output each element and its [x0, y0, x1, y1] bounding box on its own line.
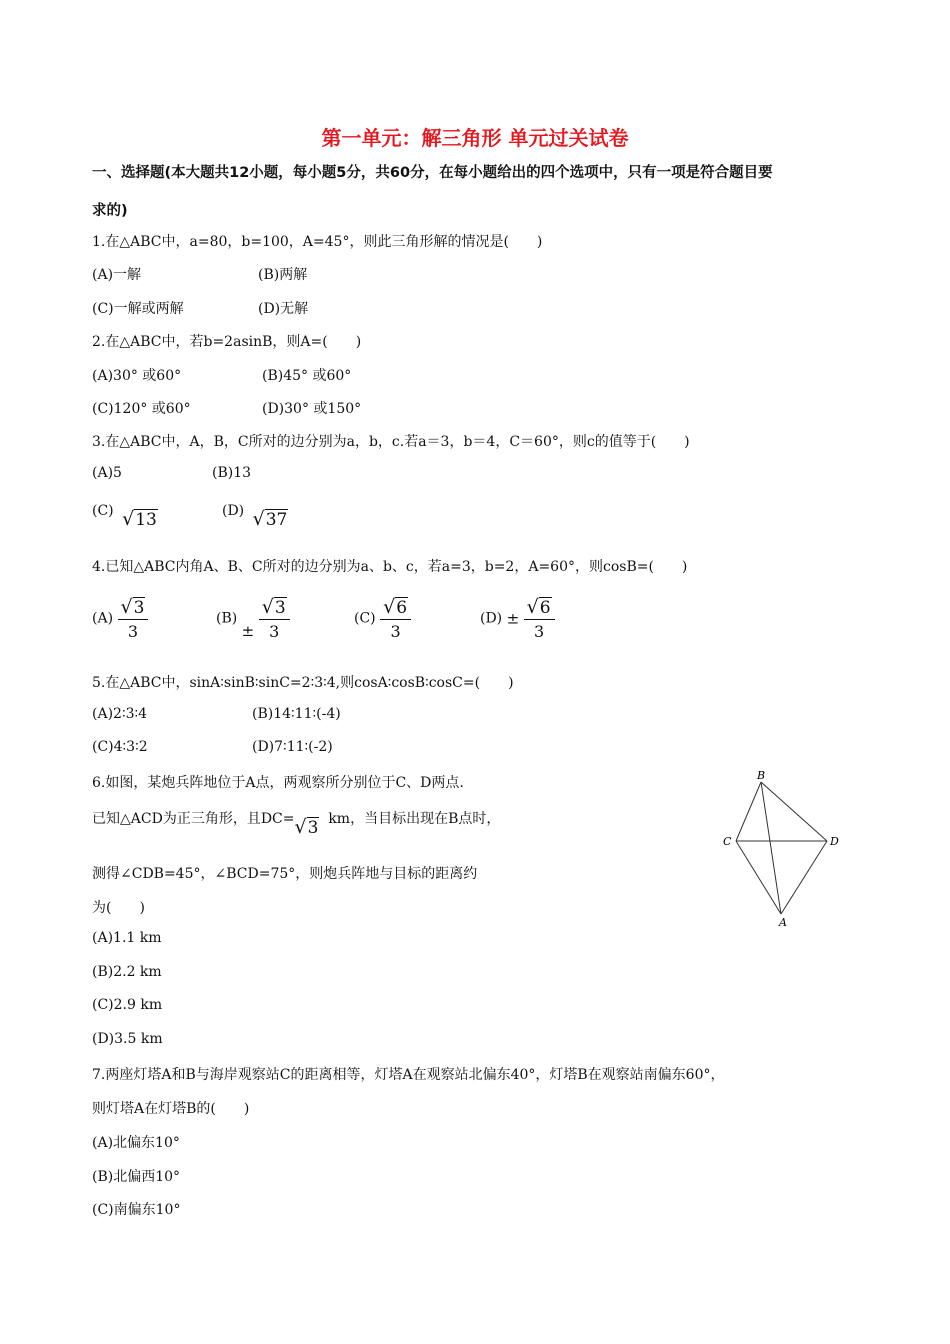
q4-option-a — [92, 596, 148, 641]
q4-option-c-denominator: 3 — [390, 622, 401, 641]
q3-option-a: (A)5 — [92, 465, 122, 481]
q6-line2-pre: 已知△ACD为正三角形，且DC= — [92, 811, 295, 827]
q3-option-d-sqrt: √37 — [252, 508, 288, 530]
segment-ca — [736, 841, 781, 914]
q4-option-d-fraction: $\frac{√6}{3}$ — [524, 596, 555, 641]
q3-option-c-label: (C) — [92, 503, 114, 519]
q2-option-d: (D)30° 或150° — [262, 401, 362, 417]
q4-option-a-radicand: 3 — [133, 598, 145, 618]
q3-option-b: (B)13 — [212, 465, 252, 481]
q4-option-d-denominator: 3 — [534, 622, 545, 641]
q4-option-b-label: (B) — [216, 610, 238, 627]
q4-option-b — [216, 596, 290, 641]
q4-option-d-label: (D) — [480, 610, 503, 627]
figure-label-d: D — [830, 835, 839, 848]
q4-option-b-fraction: $\frac{√3}{3}$ — [259, 596, 290, 641]
q6-option-b: (B)2.2 km — [92, 964, 162, 980]
q3-stem: 3.在△ABC中，A，B，C所对的边分别为a，b，c.若a＝3，b＝4，C＝60°，则c的值等于( ) — [92, 434, 690, 450]
q3-option-c-radicand: 13 — [135, 510, 157, 530]
q1-stem: 1.在△ABC中，a=80，b=100，A=45°，则此三角形解的情况是( ) — [92, 234, 543, 250]
q4-option-a-fraction: $\frac{√3}{3}$ — [118, 596, 149, 641]
q5-option-c: (C)4∶3∶2 — [92, 739, 148, 755]
q1-option-d: (D)无解 — [258, 301, 309, 317]
q6-line2 — [92, 806, 501, 838]
q4-option-c-radicand: 6 — [396, 598, 408, 618]
q2-option-a: (A)30° 或60° — [92, 368, 182, 384]
q6-option-a: (A)1.1 km — [92, 930, 162, 946]
q6-line2-post: km，当目标出现在B点时， — [328, 811, 501, 827]
q7-option-c: (C)南偏东10° — [92, 1202, 181, 1218]
q2-option-c: (C)120° 或60° — [92, 401, 191, 417]
q7-line1: 7.两座灯塔A和B与海岸观察站C的距离相等，灯塔A在观察站北偏东40°，灯塔B在观察站南偏东60°， — [92, 1067, 725, 1083]
segment-bc — [736, 782, 761, 841]
q4-option-b-denominator: 3 — [269, 622, 280, 641]
q7-line2: 则灯塔A在灯塔B的( ) — [92, 1101, 250, 1117]
q3-option-c — [92, 498, 157, 530]
q6-radicand: 3 — [307, 818, 319, 838]
q6-line4: 为( ) — [92, 900, 145, 916]
q3-option-d-radicand: 37 — [265, 510, 288, 530]
q4-stem: 4.已知△ABC内角A、B、C所对的边分别为a、b、c，若a=3，b=2，A=60°，则cosB=( ) — [92, 559, 688, 575]
q4-option-d — [480, 596, 555, 641]
q4-option-b-sign: ± — [241, 621, 255, 640]
q6-sqrt: √3 — [294, 816, 319, 838]
q3-option-c-sqrt: √13 — [122, 508, 157, 530]
q5-option-b: (B)14∶11∶(-4) — [252, 706, 341, 722]
q6-line1: 6.如图，某炮兵阵地位于A点，两观察所分别位于C、D两点. — [92, 775, 464, 791]
q4-option-c-fraction: $\frac{√6}{3}$ — [380, 596, 411, 641]
segment-da — [781, 841, 827, 914]
q4-option-d-sign: ± — [506, 609, 520, 628]
segment-bd — [761, 782, 827, 841]
q4-option-c — [354, 596, 411, 641]
q4-option-a-label: (A) — [92, 610, 114, 627]
q3-option-d — [222, 498, 288, 530]
figure-label-a: A — [779, 916, 787, 929]
q1-option-a: (A)一解 — [92, 267, 142, 283]
q4-option-d-radicand: 6 — [539, 598, 551, 618]
q4-option-c-label: (C) — [354, 610, 376, 627]
figure-label-c: C — [723, 835, 732, 848]
q6-figure-quadrilateral — [714, 766, 854, 932]
q5-option-d: (D)7∶11∶(-2) — [252, 739, 333, 755]
q6-line3: 测得∠CDB=45°，∠BCD=75°，则炮兵阵地与目标的距离约 — [92, 866, 478, 882]
q4-option-a-denominator: 3 — [127, 622, 139, 641]
section-heading-line1: 一、选择题(本大题共12小题，每小题5分，共60分，在每小题给出的四个选项中，只有一项是符合题目要 — [92, 165, 773, 181]
q1-option-c: (C)一解或两解 — [92, 301, 184, 317]
segment-ba — [761, 782, 781, 914]
figure-label-b: B — [757, 769, 766, 782]
q5-stem: 5.在△ABC中，sinA∶sinB∶sinC=2∶3∶4,则cosA∶cosB∶cosC=( ) — [92, 675, 514, 691]
q5-option-a: (A)2∶3∶4 — [92, 706, 148, 722]
q7-option-a: (A)北偏东10° — [92, 1135, 180, 1151]
q2-option-b: (B)45° 或60° — [262, 368, 352, 384]
page-title: 第一单元：解三角形 单元过关试卷 — [321, 126, 629, 150]
q6-option-d: (D)3.5 km — [92, 1031, 163, 1047]
q1-option-b: (B)两解 — [258, 267, 308, 283]
section-heading-line2: 求的) — [92, 203, 128, 219]
q7-option-b: (B)北偏西10° — [92, 1169, 181, 1185]
q6-option-c: (C)2.9 km — [92, 997, 163, 1013]
q3-option-d-label: (D) — [222, 503, 245, 519]
q2-stem: 2.在△ABC中，若b=2asinB，则A=( ) — [92, 334, 362, 350]
q4-option-b-radicand: 3 — [274, 598, 286, 618]
